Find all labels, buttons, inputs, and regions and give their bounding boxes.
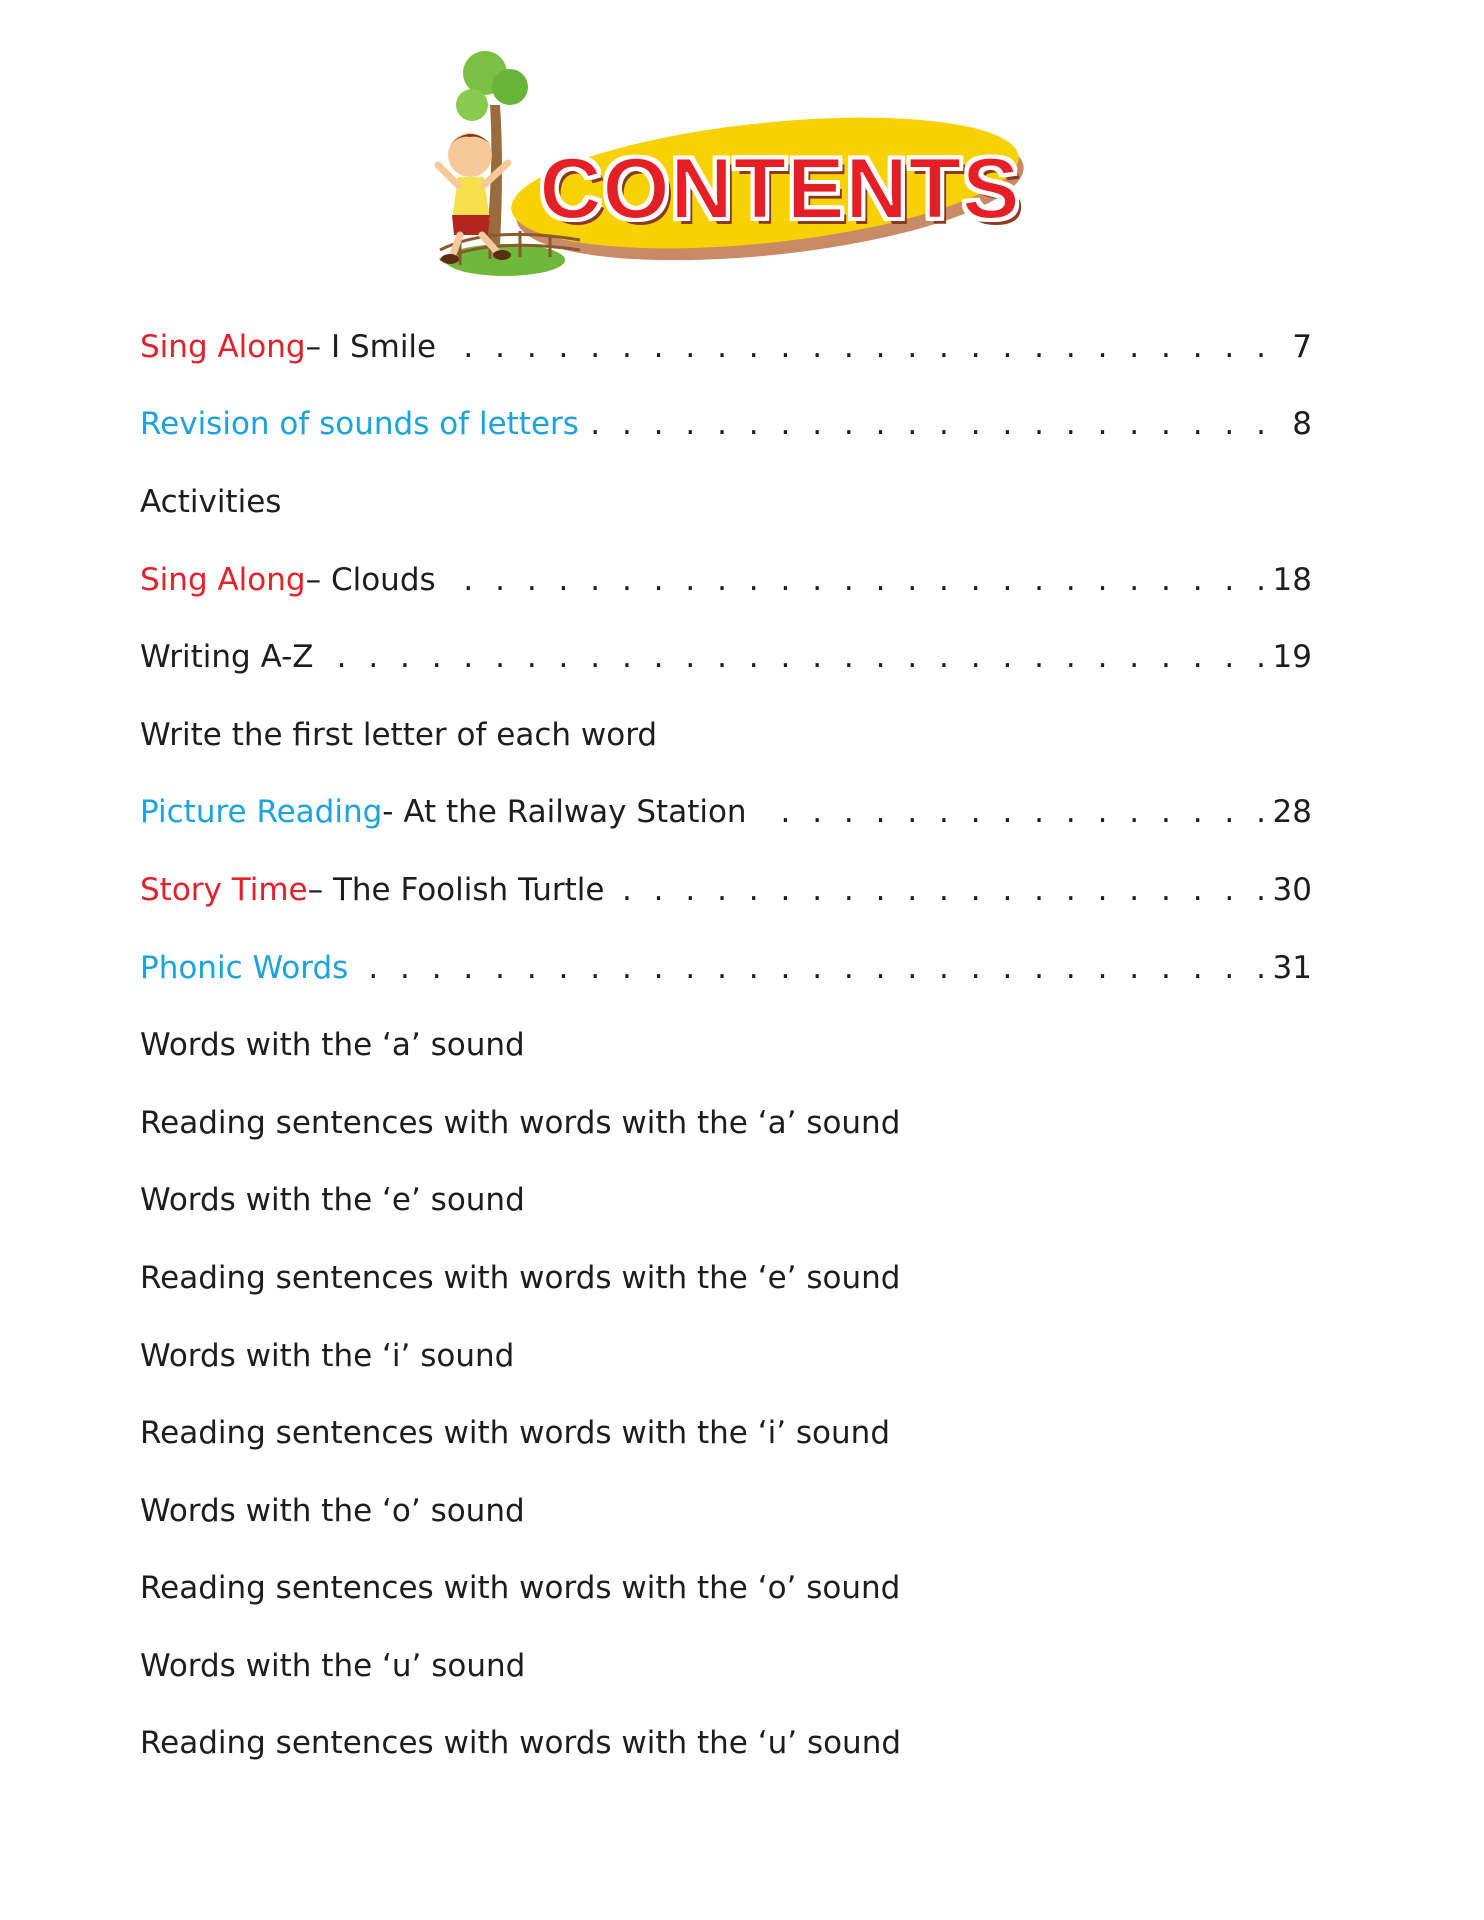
toc-entry-title: Words with the ‘o’ sound [140,1492,525,1529]
toc-entry-highlight: Story Time [140,871,308,908]
toc-page-number: 8 [1292,406,1312,443]
toc-entry[interactable] [140,463,1312,541]
toc-entry[interactable] [140,1317,1312,1395]
toc-leader-dots [324,639,1266,675]
toc-entry-title: Reading sentences with words with the ‘a’ sound [140,1104,901,1141]
toc-page-number: 19 [1272,639,1312,676]
toc-entry[interactable] [140,774,1312,852]
toc-entry[interactable] [140,386,1312,464]
leaf-icon [456,89,488,121]
page-title: CONTENTS [539,141,1021,237]
toc-entry[interactable] [140,618,1312,696]
toc-entry-title: Words with the ‘u’ sound [140,1647,526,1684]
toc-entry-title: Words with the ‘e’ sound [140,1182,525,1219]
toc-entry[interactable] [140,1705,1312,1783]
toc-entry-title: – The Foolish Turtle [307,871,605,908]
toc-entry[interactable] [140,1084,1312,1162]
toc-entry-title: Activities [140,483,282,520]
toc-entry-title: Writing A-Z [140,639,314,676]
toc-leader-dots [446,562,1266,598]
toc-entry-title: – Clouds [305,561,436,598]
toc-entry[interactable] [140,1394,1312,1472]
toc-entry-title: Write the first letter of each word [140,716,658,753]
grass-icon [445,244,565,276]
toc-entry-title: – I Smile [305,328,437,365]
toc-page-number: 31 [1272,949,1312,986]
toc-leader-dots [589,406,1266,442]
leaf-icon [492,69,528,105]
toc-entry-title: Reading sentences with words with the ‘i’ sound [140,1415,890,1452]
toc-leader-dots [446,329,1266,365]
toc-entry[interactable] [140,1006,1312,1084]
toc-entry[interactable] [140,1627,1312,1705]
toc-page-number: 28 [1272,794,1312,831]
toc-entry[interactable] [140,1239,1312,1317]
toc-entry[interactable] [140,541,1312,619]
toc-entry[interactable] [140,851,1312,929]
toc-entry[interactable] [140,1550,1312,1628]
toc-leader-dots [358,950,1266,986]
toc-entry[interactable] [140,929,1312,1007]
toc-entry-highlight: Picture Reading [140,794,383,831]
toc-entry-title: Reading sentences with words with the ‘o’ sound [140,1570,901,1607]
toc-entry[interactable] [140,308,1312,386]
contents-header [430,45,1050,295]
toc-entry-highlight: Sing Along [140,328,306,365]
toc-entry[interactable] [140,1472,1312,1550]
toc-page-number: 18 [1272,561,1312,598]
toc-entry-title: - At the Railway Station [382,794,747,831]
toc-leader-dots [614,872,1266,908]
toc-entry-highlight: Sing Along [140,561,306,598]
toc-page-number: 7 [1292,328,1312,365]
toc-entry-title: Reading sentences with words with the ‘u’ sound [140,1725,902,1762]
toc-entry-title: Words with the ‘a’ sound [140,1027,525,1064]
toc-page-number: 30 [1272,871,1312,908]
toc-entry[interactable] [140,1162,1312,1240]
table-of-contents [140,308,1312,1782]
toc-entry[interactable] [140,696,1312,774]
toc-entry-title: Reading sentences with words with the ‘e’ sound [140,1259,901,1296]
toc-entry-highlight: Revision of sounds of letters [140,406,579,443]
toc-entry-highlight: Phonic Words [140,949,349,986]
toc-leader-dots [757,794,1266,830]
toc-entry-title: Words with the ‘i’ sound [140,1337,515,1374]
